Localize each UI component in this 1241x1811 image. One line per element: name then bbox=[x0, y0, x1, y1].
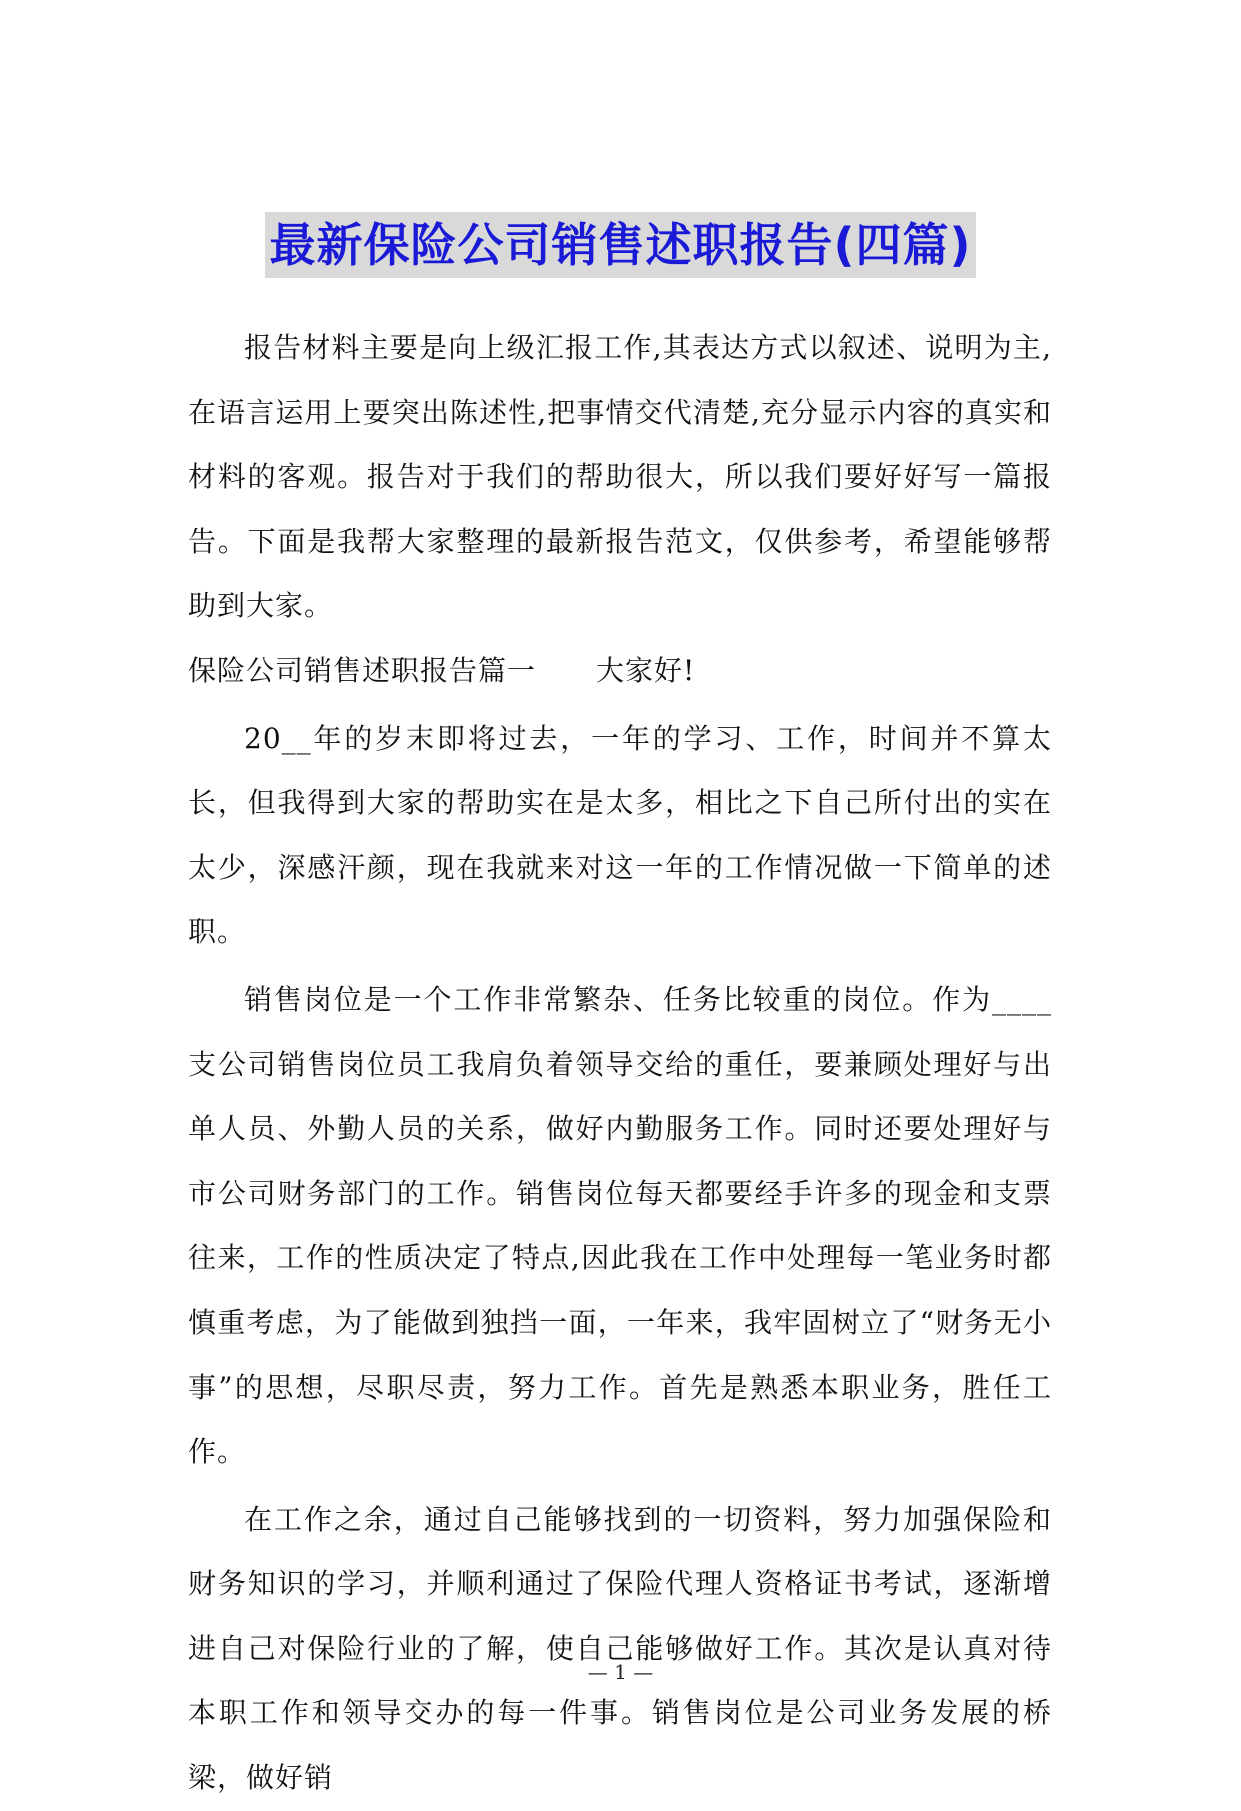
page-number: — 1 — bbox=[587, 1660, 654, 1684]
title-container bbox=[0, 212, 1241, 278]
section-heading-line bbox=[188, 639, 1052, 704]
body-paragraph-2: 销售岗位是一个工作非常繁杂、任务比较重的岗位。作为____支公司销售岗位员工我肩负着领导交给的重任，要兼顾处理好与出单人员、外勤人员的关系，做好内勤服务工作。同时还要处理好与市公司财务部门的工作。销售岗位每天都要经手许多的现金和支票往来，工作的性质决定了特点,因此我在工作中处理每一笔业务时都慎重考虑，为了能做到独挡一面，一年来，我牢固树立了“财务无小事”的思想，尽职尽责，努力工作。首先是熟悉本职业务，胜任工作。 bbox=[188, 982, 1052, 1469]
intro-paragraph: 报告材料主要是向上级汇报工作,其表达方式以叙述、说明为主,在语言运用上要突出陈述性,把事情交代清楚,充分显示内容的真实和材料的客观。报告对于我们的帮助很大，所以我们要好好写一篇报告。下面是我帮大家整理的最新报告范文，仅供参考，希望能够帮助到大家。 bbox=[188, 331, 1052, 623]
greeting: 大家好! bbox=[596, 653, 696, 687]
section-heading: 保险公司销售述职报告篇一 bbox=[188, 653, 537, 687]
body-paragraph-1: 20__年的岁末即将过去，一年的学习、工作，时间并不算太长，但我得到大家的帮助实在是太多，相比之下自己所付出的实在太少，深感汗颜，现在我就来对这一年的工作情况做一下简单的述职。 bbox=[188, 721, 1052, 949]
body-paragraph-3: 在工作之余，通过自己能够找到的一切资料，努力加强保险和财务知识的学习，并顺利通过了保险代理人资格证书考试，逐渐增进自己对保险行业的了解，使自己能够做好工作。其次是认真对待本职工作和领导交办的每一件事。销售岗位是公司业务发展的桥梁，做好销 bbox=[188, 1502, 1052, 1795]
document-title: 最新保险公司销售述职报告(四篇) bbox=[265, 212, 975, 278]
document-body bbox=[188, 316, 1052, 1811]
